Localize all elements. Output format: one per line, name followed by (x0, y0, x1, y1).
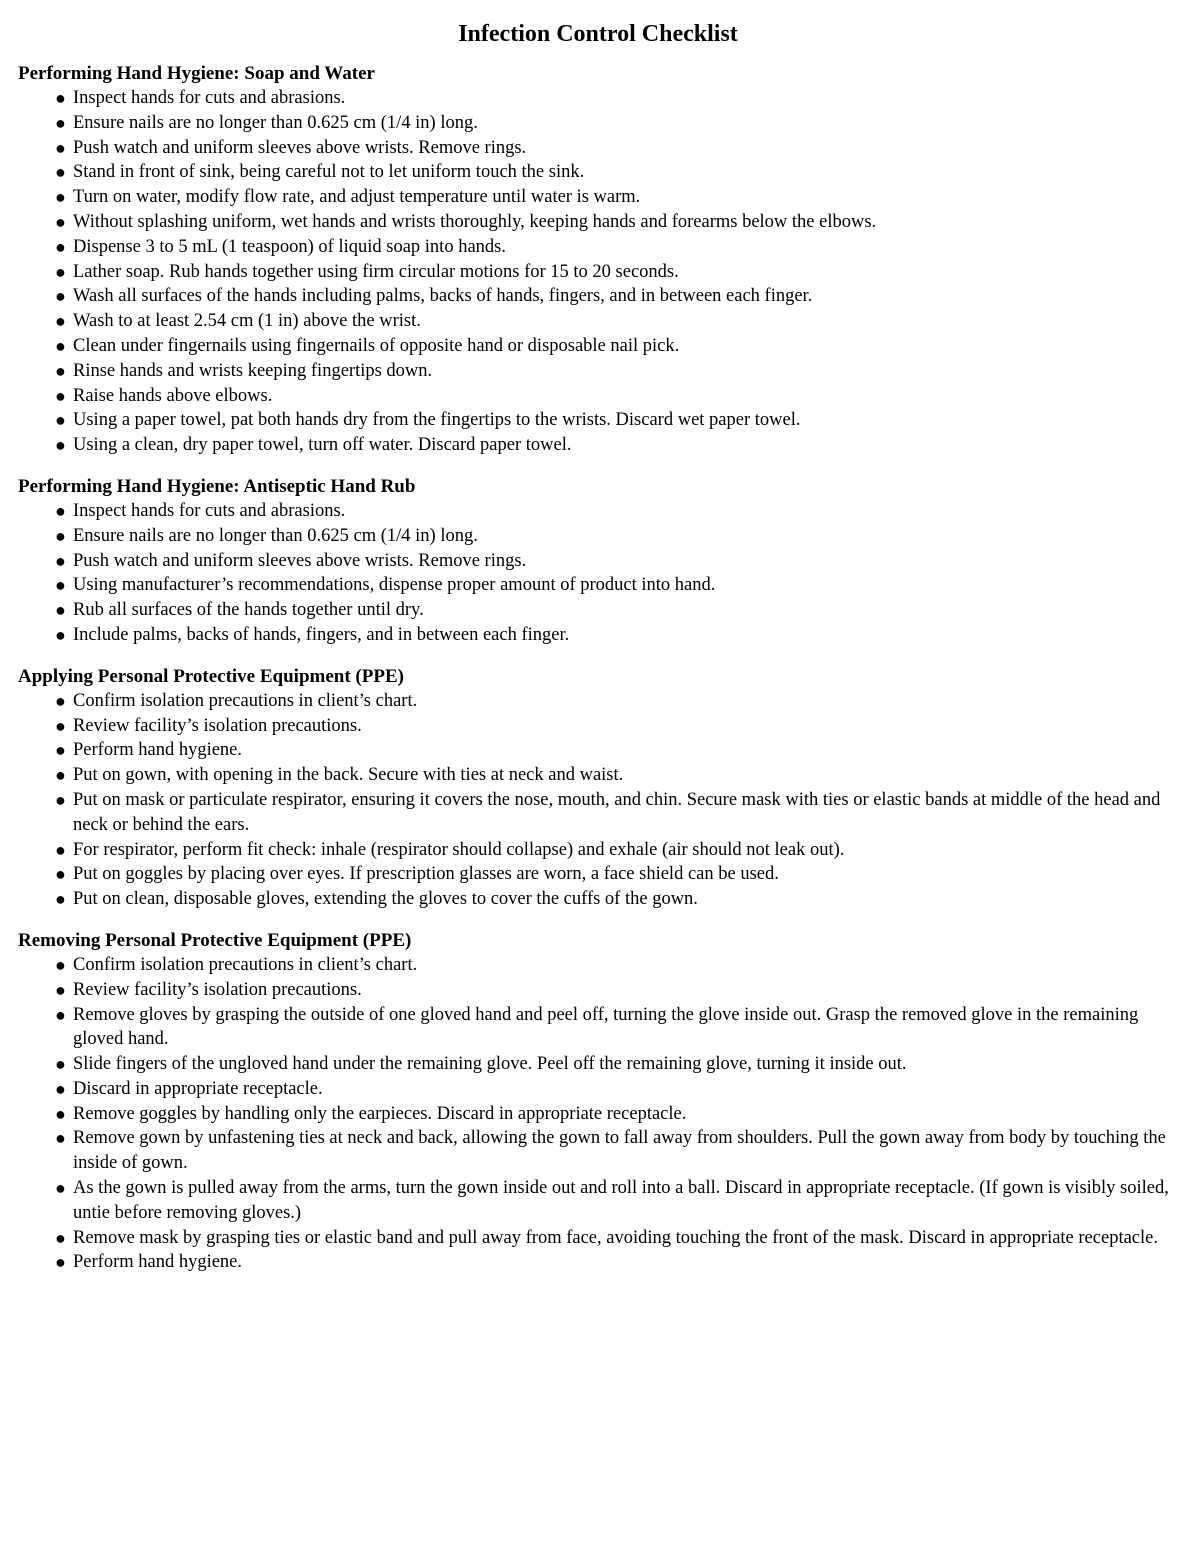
checklist-item-text: Perform hand hygiene. (73, 740, 243, 761)
checklist (18, 86, 1178, 458)
checklist-item (18, 1176, 1178, 1226)
checklist-item (18, 260, 1178, 285)
checklist-item (18, 623, 1178, 648)
checklist-item (18, 111, 1178, 136)
bullet-icon: ● (55, 410, 66, 431)
bullet-icon: ● (55, 889, 66, 910)
checklist-item-text: Lather soap. Rub hands together using firm circular motions for 15 to 20 seconds. (73, 261, 679, 282)
checklist-item-text: Put on clean, disposable gloves, extending the gloves to cover the cuffs of the gown. (73, 889, 698, 910)
checklist-item (18, 1052, 1178, 1077)
bullet-icon: ● (55, 335, 66, 356)
checklist-item (18, 549, 1178, 574)
bullet-icon: ● (55, 88, 66, 108)
checklist-item (18, 862, 1178, 887)
checklist-item-text: Slide fingers of the ungloved hand under the remaining glove. Peel off the remaining glove, turning it inside out. (73, 1054, 907, 1075)
bullet-icon: ● (55, 236, 66, 257)
checklist-item-text: Put on goggles by placing over eyes. If prescription glasses are worn, a face shield can be used. (73, 864, 779, 885)
bullet-icon: ● (55, 740, 66, 761)
bullet-icon: ● (55, 839, 66, 860)
checklist-item-text: Dispense 3 to 5 mL (1 teaspoon) of liquid soap into hands. (73, 236, 506, 257)
section-soap-and-water (18, 62, 1178, 458)
checklist-item-text: Review facility’s isolation precautions. (73, 979, 362, 1000)
checklist-item (18, 1102, 1178, 1127)
section-applying-ppe (18, 665, 1178, 912)
bullet-icon: ● (55, 137, 66, 158)
checklist-item (18, 953, 1178, 978)
checklist-item-text: Remove gloves by grasping the outside of one gloved hand and peel off, turning the glove inside out. Grasp the removed glove in the remaining gloved hand. (73, 1004, 1139, 1050)
checklist-item (18, 136, 1178, 161)
checklist-item (18, 334, 1178, 359)
checklist-item-text: Clean under fingernails using fingernails of opposite hand or disposable nail pick. (73, 335, 680, 356)
section-removing-ppe (18, 929, 1178, 1275)
checklist-item (18, 284, 1178, 309)
checklist-item-text: Include palms, backs of hands, fingers, and in between each finger. (73, 624, 570, 645)
checklist-item (18, 499, 1178, 524)
bullet-icon: ● (55, 575, 66, 596)
checklist-item (18, 433, 1178, 458)
bullet-icon: ● (55, 1078, 66, 1099)
bullet-icon: ● (55, 624, 66, 645)
checklist-item-text: Wash to at least 2.54 cm (1 in) above the wrist. (73, 311, 421, 332)
checklist-item (18, 714, 1178, 739)
checklist (18, 953, 1178, 1275)
checklist-item-text: Remove goggles by handling only the earpieces. Discard in appropriate receptacle. (73, 1103, 687, 1124)
section-heading: Applying Personal Protective Equipment (PPE) (18, 665, 404, 687)
bullet-icon: ● (55, 162, 66, 183)
bullet-icon: ● (55, 187, 66, 208)
checklist-item (18, 598, 1178, 623)
checklist-item-text: Without splashing uniform, wet hands and wrists thoroughly, keeping hands and forearms below the elbows. (73, 211, 877, 232)
checklist-item (18, 573, 1178, 598)
checklist-item-text: Wash all surfaces of the hands including palms, backs of hands, fingers, and in between each finger. (73, 286, 813, 307)
bullet-icon: ● (55, 1252, 66, 1273)
bullet-icon: ● (55, 954, 66, 975)
bullet-icon: ● (55, 715, 66, 736)
bullet-icon: ● (55, 1178, 66, 1199)
checklist-item-text: For respirator, perform fit check: inhale (respirator should collapse) and exhale (air should not leak out). (73, 839, 845, 860)
checklist-item (18, 86, 1178, 111)
checklist (18, 499, 1178, 648)
checklist-item-text: Stand in front of sink, being careful not to let uniform touch the sink. (73, 162, 585, 183)
bullet-icon: ● (55, 385, 66, 406)
checklist-item (18, 524, 1178, 549)
bullet-icon: ● (55, 261, 66, 282)
checklist-item (18, 408, 1178, 433)
bullet-icon: ● (55, 864, 66, 885)
checklist-item-text: Ensure nails are no longer than 0.625 cm (1/4 in) long. (73, 112, 478, 133)
bullet-icon: ● (55, 286, 66, 307)
checklist-item (18, 359, 1178, 384)
bullet-icon: ● (55, 1227, 66, 1248)
checklist-item-text: Push watch and uniform sleeves above wrists. Remove rings. (73, 550, 527, 571)
section-heading: Performing Hand Hygiene: Antiseptic Hand Rub (18, 475, 416, 497)
bullet-icon: ● (55, 500, 66, 521)
checklist-item (18, 689, 1178, 714)
section-heading: Removing Personal Protective Equipment (PPE) (18, 929, 412, 951)
checklist-item-text: Confirm isolation precautions in client’s chart. (73, 954, 418, 975)
bullet-icon: ● (55, 435, 66, 456)
document-title: Infection Control Checklist (458, 21, 738, 47)
document (18, 18, 1178, 1292)
checklist-item-text: Using manufacturer’s recommendations, dispense proper amount of product into hand. (73, 575, 716, 596)
checklist-item (18, 160, 1178, 185)
bullet-icon: ● (55, 525, 66, 546)
checklist-item (18, 384, 1178, 409)
bullet-icon: ● (55, 1103, 66, 1124)
bullet-icon: ● (55, 789, 66, 810)
checklist-item (18, 1126, 1178, 1176)
checklist-item-text: Inspect hands for cuts and abrasions. (73, 500, 346, 521)
bullet-icon: ● (55, 1054, 66, 1075)
bullet-icon: ● (55, 1128, 66, 1149)
bullet-icon: ● (55, 690, 66, 711)
checklist-item-text: Put on gown, with opening in the back. Secure with ties at neck and waist. (73, 765, 624, 786)
bullet-icon: ● (55, 979, 66, 1000)
checklist-item (18, 235, 1178, 260)
checklist-item (18, 838, 1178, 863)
bullet-icon: ● (55, 311, 66, 332)
checklist-item (18, 978, 1178, 1003)
checklist-item-text: Remove mask by grasping ties or elastic band and pull away from face, avoiding touching the front of the mask. Discard in appropriate receptacle. (73, 1227, 1158, 1248)
checklist-item (18, 185, 1178, 210)
bullet-icon: ● (55, 360, 66, 381)
checklist-item (18, 788, 1178, 838)
checklist (18, 689, 1178, 912)
checklist-item-text: Push watch and uniform sleeves above wrists. Remove rings. (73, 137, 527, 158)
checklist-item-text: Confirm isolation precautions in client’s chart. (73, 690, 418, 711)
bullet-icon: ● (55, 765, 66, 786)
checklist-item-text: Rub all surfaces of the hands together until dry. (73, 600, 424, 621)
checklist-item (18, 1250, 1178, 1275)
checklist-item-text: Ensure nails are no longer than 0.625 cm (1/4 in) long. (73, 525, 478, 546)
checklist-item-text: As the gown is pulled away from the arms, turn the gown inside out and roll into a ball. Discard in appropriate receptacle. (If gown is visibly soiled, untie before removing gloves.) (73, 1178, 1169, 1223)
checklist-item (18, 1077, 1178, 1102)
checklist-item-text: Inspect hands for cuts and abrasions. (73, 88, 346, 108)
checklist-item (18, 309, 1178, 334)
checklist-item-text: Perform hand hygiene. (73, 1252, 243, 1273)
checklist-item-text: Using a paper towel, pat both hands dry from the fingertips to the wrists. Discard wet paper towel. (73, 410, 801, 431)
checklist-item-text: Put on mask or particulate respirator, ensuring it covers the nose, mouth, and chin. Secure mask with ties or elastic bands at middle of the head and neck or behind the ears. (73, 789, 1161, 835)
checklist-item-text: Remove gown by unfastening ties at neck and back, allowing the gown to fall away from shoulders. Pull the gown away from body by touching the inside of gown. (73, 1128, 1166, 1174)
checklist-item (18, 738, 1178, 763)
checklist-item-text: Raise hands above elbows. (73, 385, 273, 406)
checklist-item-text: Using a clean, dry paper towel, turn off water. Discard paper towel. (73, 435, 572, 456)
checklist-item (18, 763, 1178, 788)
checklist-item-text: Turn on water, modify flow rate, and adjust temperature until water is warm. (73, 187, 641, 208)
checklist-item (18, 1003, 1178, 1053)
bullet-icon: ● (55, 112, 66, 133)
checklist-item-text: Discard in appropriate receptacle. (73, 1078, 323, 1099)
bullet-icon: ● (55, 550, 66, 571)
checklist-item (18, 210, 1178, 235)
checklist-item (18, 1226, 1178, 1251)
bullet-icon: ● (55, 600, 66, 621)
checklist-item-text: Review facility’s isolation precautions. (73, 715, 362, 736)
bullet-icon: ● (55, 1004, 66, 1025)
bullet-icon: ● (55, 211, 66, 232)
section-heading: Performing Hand Hygiene: Soap and Water (18, 63, 375, 84)
checklist-item (18, 887, 1178, 912)
section-antiseptic-hand-rub (18, 475, 1178, 648)
checklist-item-text: Rinse hands and wrists keeping fingertips down. (73, 360, 433, 381)
